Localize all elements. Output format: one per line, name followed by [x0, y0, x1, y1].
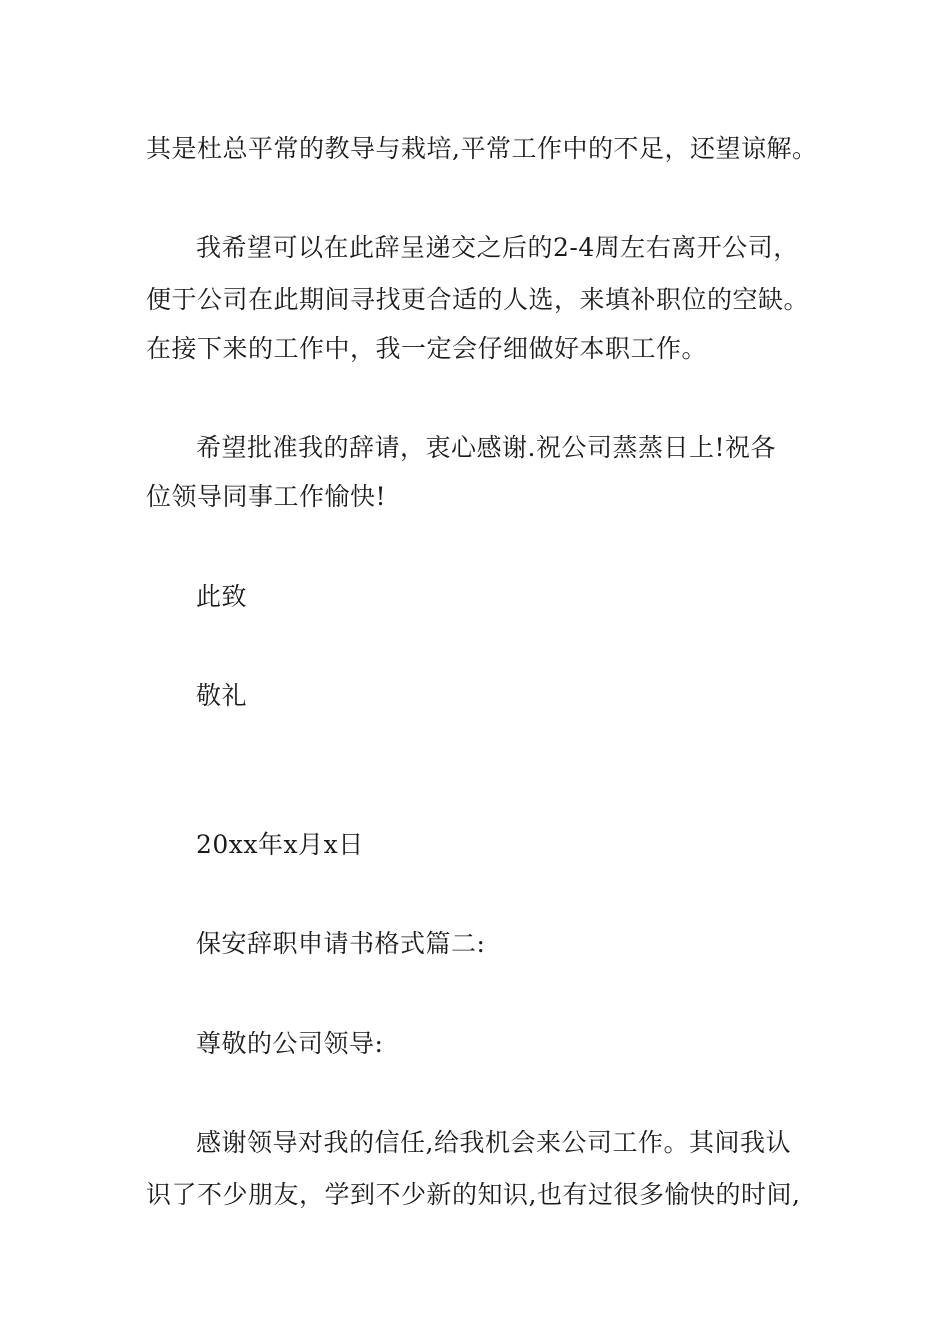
paragraph-line: 识了不少朋友，学到不少新的知识,也有过很多愉快的时间,	[146, 1180, 801, 1209]
paragraph-line: 其是杜总平常的教导与栽培,平常工作中的不足，还望谅解。	[146, 134, 818, 163]
paragraph-line: 便于公司在此期间寻找更合适的人选，来填补职位的空缺。	[146, 285, 810, 314]
section-heading: 保安辞职申请书格式篇二:	[196, 929, 486, 958]
paragraph-line: 感谢领导对我的信任,给我机会来公司工作。其间我认	[196, 1128, 791, 1157]
letter-date: 20xx年x月x日	[196, 830, 364, 859]
closing-regards: 敬礼	[196, 681, 248, 710]
paragraph-line: 我希望可以在此辞呈递交之后的2-4周左右离开公司，	[196, 233, 799, 262]
paragraph-line: 希望批准我的辞请，衷心感谢.祝公司蒸蒸日上!祝各	[196, 433, 776, 462]
letter-salutation: 尊敬的公司领导:	[196, 1029, 384, 1058]
paragraph-line: 位领导同事工作愉快!	[146, 482, 387, 511]
closing-salutation: 此致	[196, 582, 248, 611]
paragraph-line: 在接下来的工作中，我一定会仔细做好本职工作。	[146, 334, 708, 363]
